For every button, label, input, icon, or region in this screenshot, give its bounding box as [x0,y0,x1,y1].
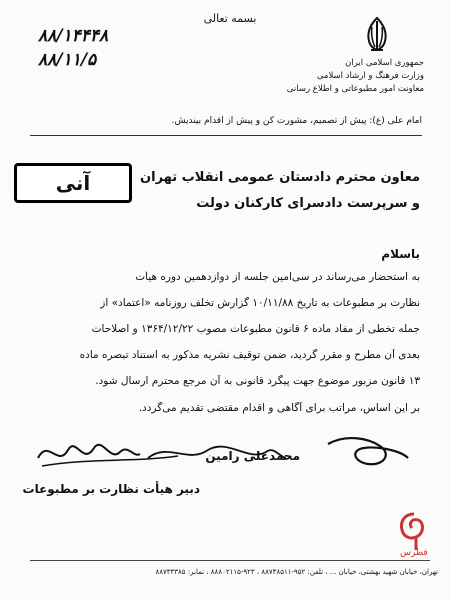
letter-date: ۸۸/۱۱/۵ [38,50,97,70]
header-divider [30,135,422,136]
urgent-badge [14,163,132,203]
footer-divider [30,560,430,561]
org-line-3: معاونت امور مطبوعاتی و اطلاع رسانی [286,84,424,94]
body-line: بعدی آن مطرح و مقرر گردید، ضمن توقیف نشریه مذکور به استناد تبصره ماده [79,349,420,361]
header-quote: امام علی (ع): پیش از تصمیم، مشورت کن و پیش از اقدام بیندیش. [171,116,422,126]
org-line-1: جمهوری اسلامی ایران [345,58,424,68]
body-line: به استحضار می‌رساند در سی‌امین جلسه از دوازدهمین دوره هیأت [135,271,420,283]
watermark-text: فطرس [400,548,428,558]
signer-name: محمدعلی رامین [205,449,300,463]
body-line: ۱۳ قانون مزبور موضوع جهت پیگرد قانونی به آن مرجع محترم ارسال شود. [95,375,420,387]
body-line: بر این اساس، مراتب برای آگاهی و اقدام مقتضی تقدیم می‌گردد. [138,402,420,414]
body-line: نظارت بر مطبوعات به تاریخ ۱۰/۱۱/۸۸ گزارش تخلف روزنامه «اعتماد» از [100,297,420,309]
signer-title: دبیر هیأت نظارت بر مطبوعات [22,482,200,496]
greeting: باسلام [381,247,420,261]
iran-emblem-icon [360,15,394,53]
footer-address: تهران، خیابان شهید بهشتی، خیابان ... ، تلفن: ۹۵۲-۸۸۷۳۸۵۱۱ ، ۹۲۳-۸۸۸۰۲۱۱۵ ، نمابر: ۸۸۷۳۳۳۸۵ [155,568,438,576]
letter-number: ۸۸/۱۴۴۴۸ [38,26,109,46]
body-line: جمله تخطی از مفاد ماده ۶ قانون مطبوعات مصوب ۱۳۶۴/۱۲/۲۲ و اصلاحات [91,323,420,335]
org-line-2: وزارت فرهنگ و ارشاد اسلامی [316,71,424,81]
addressee-line-2: و سرپرست دادسرای کارکنان دولت [196,196,420,211]
urgent-badge-label: آنی [55,171,91,195]
bismillah: بسمه تعالی [203,12,257,25]
addressee-line-1: معاون محترم دادستان عمومی انقلاب تهران [140,170,420,185]
